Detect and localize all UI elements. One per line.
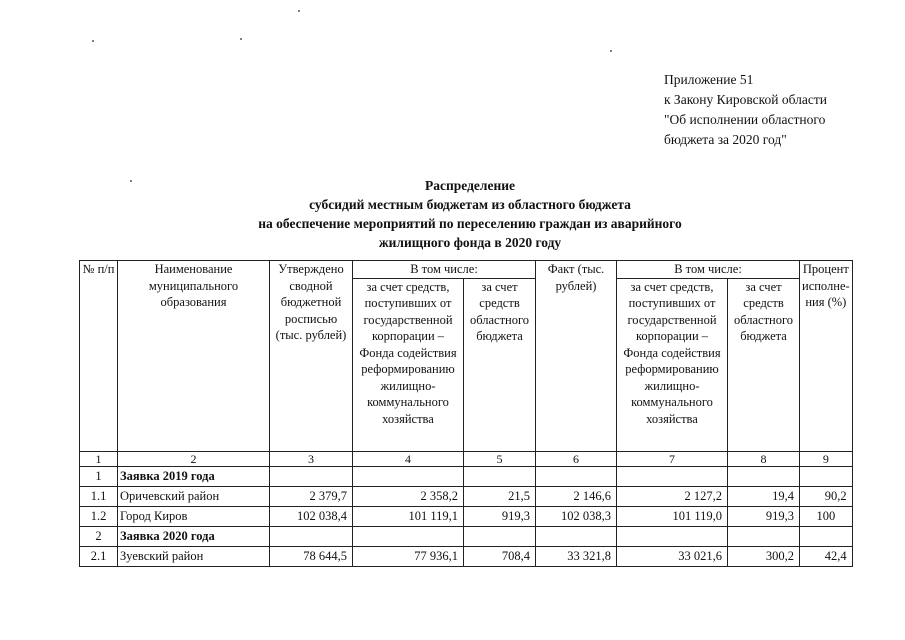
cell-approved: 78 644,5 bbox=[270, 546, 353, 566]
cell-regional-fact: 300,2 bbox=[728, 546, 800, 566]
header-including-fact: В том числе: bbox=[617, 261, 800, 279]
cell-percent: 100 bbox=[800, 506, 853, 526]
header-regional-fact: за счет средств областного бюджета bbox=[728, 278, 800, 451]
cell-fund-plan bbox=[353, 466, 464, 486]
column-number-row bbox=[80, 451, 853, 466]
cell-fund-fact bbox=[617, 466, 728, 486]
cell-fund-fact bbox=[617, 526, 728, 546]
cell-fact: 33 321,8 bbox=[536, 546, 617, 566]
row-num: 1.1 bbox=[80, 486, 118, 506]
cell-regional-fact: 19,4 bbox=[728, 486, 800, 506]
column-number: 7 bbox=[617, 451, 728, 466]
cell-regional-plan: 919,3 bbox=[464, 506, 536, 526]
scan-speck bbox=[240, 38, 242, 40]
row-name: Зуевский район bbox=[118, 546, 270, 566]
cell-fund-fact: 101 119,0 bbox=[617, 506, 728, 526]
row-name: Город Киров bbox=[118, 506, 270, 526]
header-approved: Утверждено сводной бюджетной росписью (тыс. рублей) bbox=[270, 261, 353, 452]
column-number: 1 bbox=[80, 451, 118, 466]
row-num: 2 bbox=[80, 526, 118, 546]
title-line: жилищного фонда в 2020 году bbox=[378, 235, 562, 250]
annex-note bbox=[664, 70, 884, 150]
title-line: на обеспечение мероприятий по переселению граждан из аварийного bbox=[258, 216, 682, 231]
row-num: 1 bbox=[80, 466, 118, 486]
title-line: Распределение bbox=[424, 178, 516, 193]
header-num: № п/п bbox=[80, 261, 118, 452]
cell-percent bbox=[800, 466, 853, 486]
row-name: Оричевский район bbox=[118, 486, 270, 506]
cell-regional-plan bbox=[464, 526, 536, 546]
column-number: 6 bbox=[536, 451, 617, 466]
scan-speck bbox=[92, 40, 94, 42]
header-name: Наименование муниципального образования bbox=[118, 261, 270, 452]
cell-percent: 42,4 bbox=[800, 546, 853, 566]
table-row bbox=[80, 506, 853, 526]
header-regional-plan: за счет средств областного бюджета bbox=[464, 278, 536, 451]
header-including-plan: В том числе: bbox=[353, 261, 536, 279]
cell-percent bbox=[800, 526, 853, 546]
column-number: 5 bbox=[464, 451, 536, 466]
header-percent: Процент исполне-ния (%) bbox=[800, 261, 853, 452]
cell-regional-fact bbox=[728, 526, 800, 546]
column-number: 2 bbox=[118, 451, 270, 466]
cell-regional-plan bbox=[464, 466, 536, 486]
cell-percent: 90,2 bbox=[800, 486, 853, 506]
column-number: 8 bbox=[728, 451, 800, 466]
annex-line: к Закону Кировской области bbox=[664, 92, 828, 107]
column-number: 3 bbox=[270, 451, 353, 466]
header-fund-plan: за счет средств, поступивших от государственной корпорации – Фонда содействия реформированию жилищно-коммунального хозяйства bbox=[353, 278, 464, 451]
cell-fact: 102 038,3 bbox=[536, 506, 617, 526]
cell-fact: 2 146,6 bbox=[536, 486, 617, 506]
cell-fund-plan: 77 936,1 bbox=[353, 546, 464, 566]
annex-line: бюджета за 2020 год" bbox=[664, 132, 787, 147]
cell-fund-plan bbox=[353, 526, 464, 546]
cell-fact bbox=[536, 466, 617, 486]
table-row-section bbox=[80, 526, 853, 546]
scan-speck bbox=[298, 10, 300, 12]
cell-regional-plan: 21,5 bbox=[464, 486, 536, 506]
row-name: Заявка 2020 года bbox=[118, 526, 270, 546]
table-row-section bbox=[80, 466, 853, 486]
cell-fact bbox=[536, 526, 617, 546]
cell-approved: 2 379,7 bbox=[270, 486, 353, 506]
cell-regional-fact: 919,3 bbox=[728, 506, 800, 526]
subsidy-table bbox=[79, 260, 853, 567]
cell-approved bbox=[270, 526, 353, 546]
cell-regional-plan: 708,4 bbox=[464, 546, 536, 566]
cell-approved bbox=[270, 466, 353, 486]
annex-line: Приложение 51 bbox=[664, 72, 754, 87]
column-number: 9 bbox=[800, 451, 853, 466]
title-line: субсидий местным бюджетам из областного бюджета bbox=[309, 197, 631, 212]
header-fund-fact: за счет средств, поступивших от государственной корпорации – Фонда содействия реформированию жилищно-коммунального хозяйства bbox=[617, 278, 728, 451]
cell-fund-fact: 2 127,2 bbox=[617, 486, 728, 506]
table-row bbox=[80, 486, 853, 506]
cell-fund-plan: 2 358,2 bbox=[353, 486, 464, 506]
row-name: Заявка 2019 года bbox=[118, 466, 270, 486]
row-num: 1.2 bbox=[80, 506, 118, 526]
cell-approved: 102 038,4 bbox=[270, 506, 353, 526]
annex-line: "Об исполнении областного bbox=[664, 112, 826, 127]
cell-fund-plan: 101 119,1 bbox=[353, 506, 464, 526]
scan-speck bbox=[610, 50, 612, 52]
cell-fund-fact: 33 021,6 bbox=[617, 546, 728, 566]
document-title bbox=[120, 176, 820, 252]
row-num: 2.1 bbox=[80, 546, 118, 566]
column-number: 4 bbox=[353, 451, 464, 466]
cell-regional-fact bbox=[728, 466, 800, 486]
table-row bbox=[80, 546, 853, 566]
header-fact: Факт (тыс. рублей) bbox=[536, 261, 617, 452]
